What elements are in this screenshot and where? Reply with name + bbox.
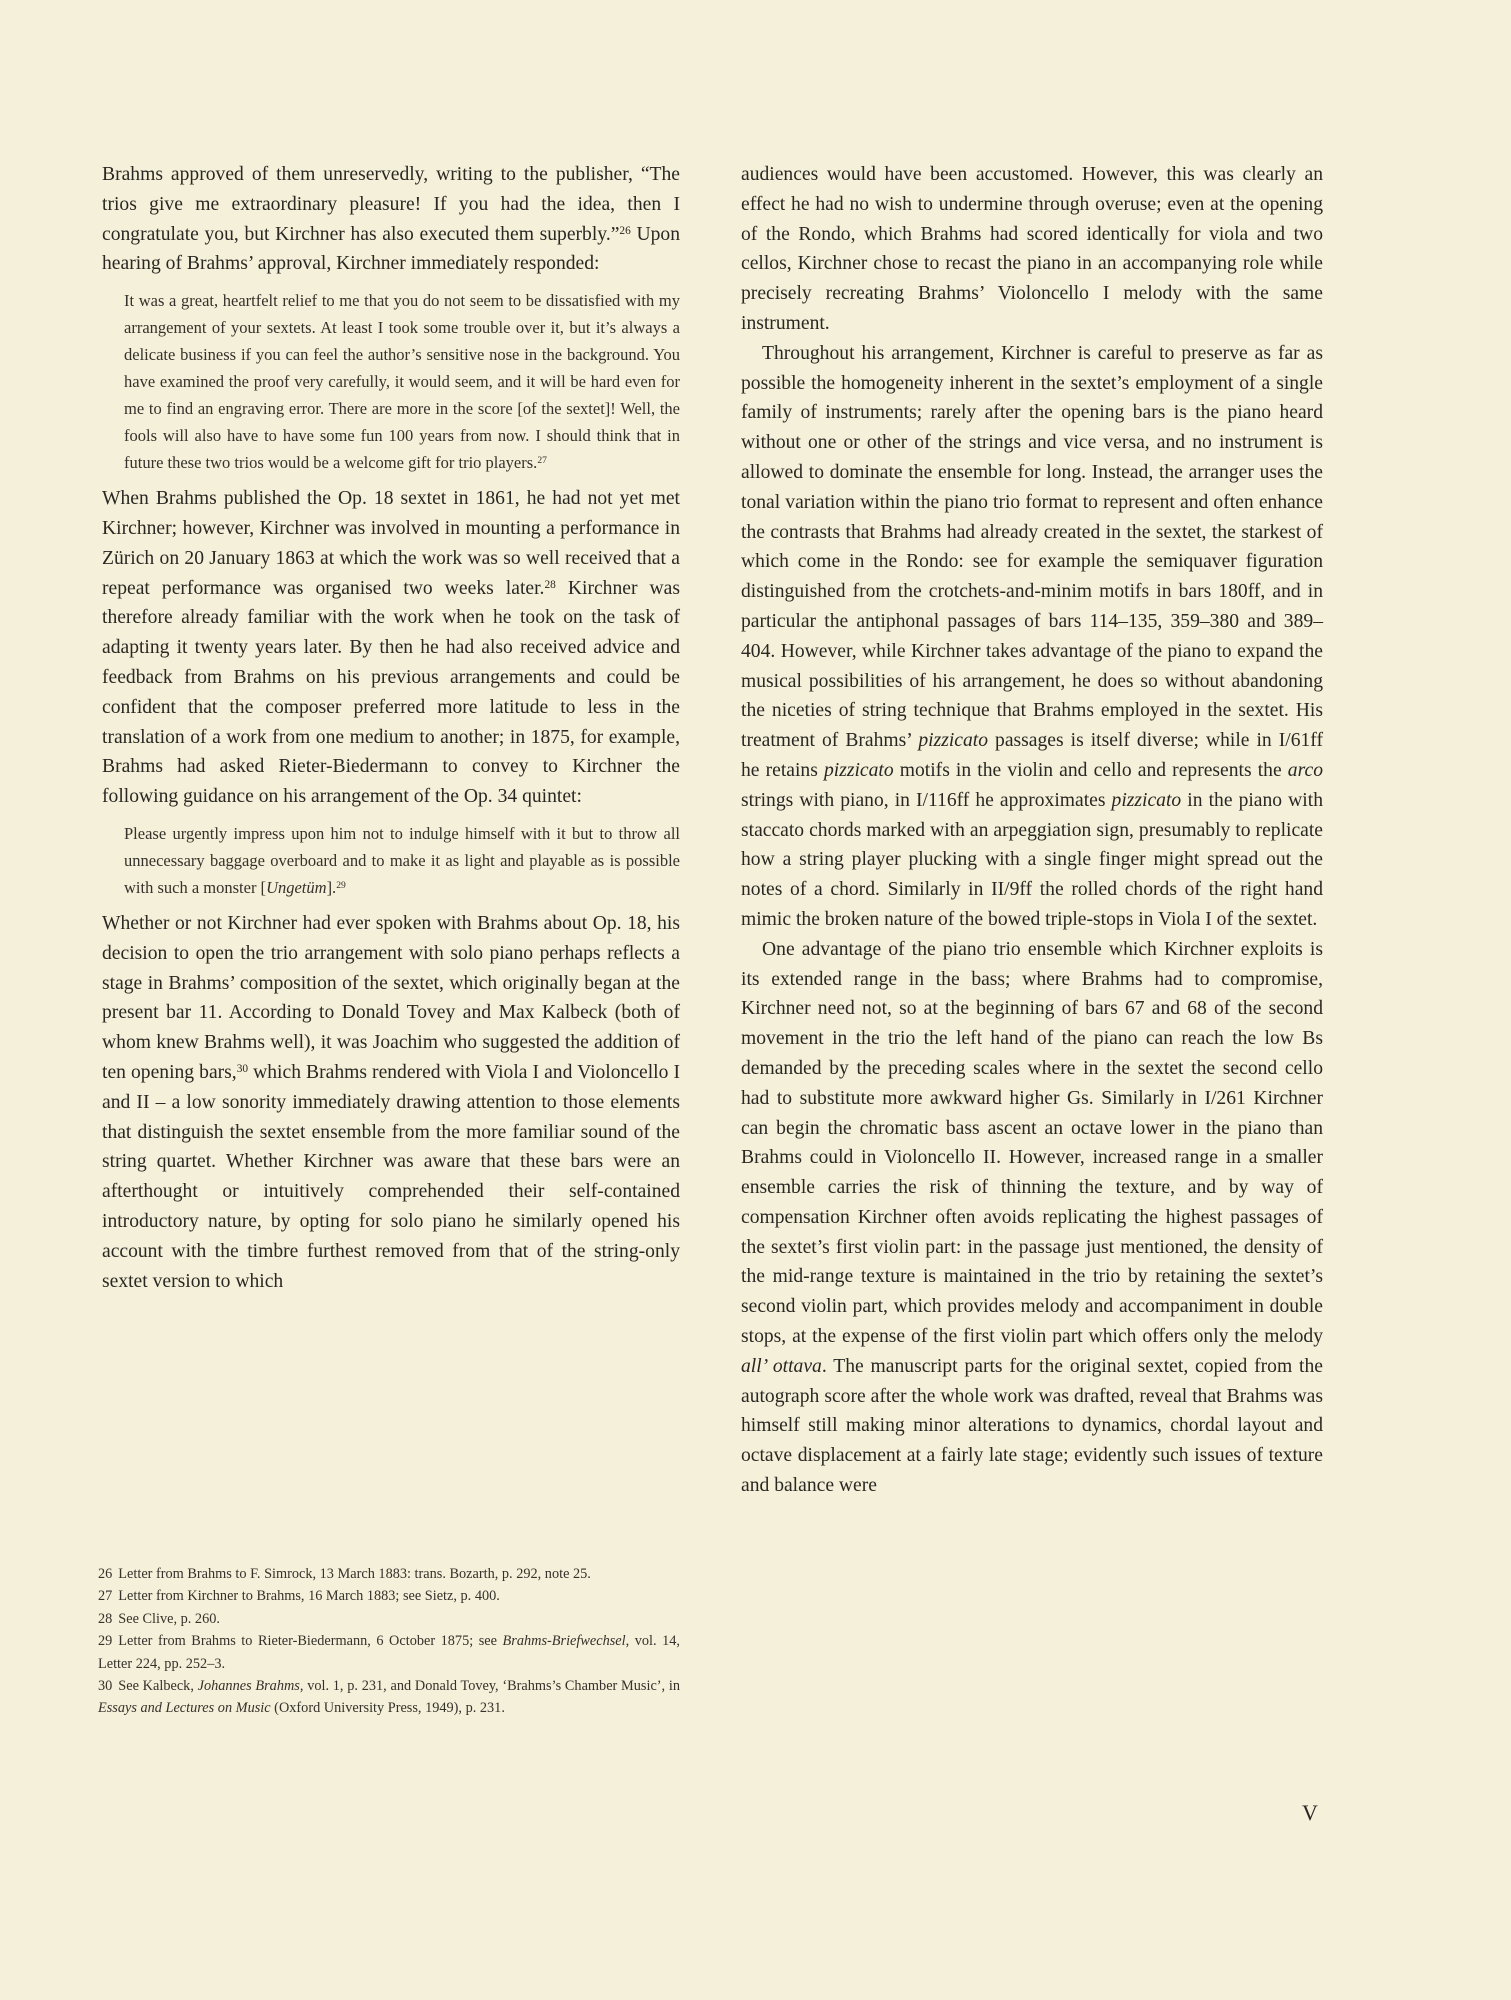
footnote: 28 See Clive, p. 260. bbox=[98, 1610, 220, 1627]
page-number: V bbox=[1302, 1800, 1318, 1825]
footnote: 29 Letter from Brahms to Rieter-Biedermann, 6 October 1875; see Brahms-Briefwechsel, vol. 14, Letter 224, pp. 252–3. bbox=[98, 1633, 680, 1672]
paragraph: audiences would have been accustomed. However, this was clearly an effect he had no wish to undermine through overuse; even at the opening of the Rondo, which Brahms had scored identically for viola and two cellos, Kirchner chose to recast the piano in an accompanying role while precisely recreating Brahms’ Violoncello I melody with the same instrument. bbox=[741, 164, 1323, 334]
footnote-ref[interactable]: 29 bbox=[336, 879, 346, 891]
footnote: 27 Letter from Kirchner to Brahms, 16 March 1883; see Sietz, p. 400. bbox=[98, 1588, 500, 1605]
footnote-ref[interactable]: 27 bbox=[537, 454, 547, 466]
paragraph: One advantage of the piano trio ensemble which Kirchner exploits is its extended range in the bass; where Brahms had to compromise, Kirchner need not, so at the beginning of bars 67 and 68 of the second movement in the trio the left hand of the piano can reach the low Bs demanded by the preceding scales where in the sextet the second cello had to substitute more awkward higher Gs. Similarly in I/261 Kirchner can begin the chromatic bass ascent an octave lower in the piano than Brahms could in Violoncello II. However, increased range in a smaller ensemble carries the risk of thinning the texture, and by way of compensation Kirchner often avoids replicating the highest passages of the sextet’s first violin part: in the passage just mentioned, the density of the mid-range texture is maintained in the trio by retaining the sextet’s second violin part, which provides melody and accompaniment in double stops, at the expense of the first violin part which offers only the melody all’ ottava. The manuscript parts for the original sextet, copied from the autograph score after the whole work was drafted, reveal that Brahms was himself still making minor alterations to dynamics, chordal layout and octave displacement at a fairly late stage; evidently such issues of texture and balance were bbox=[741, 938, 1323, 1497]
footnote: 26 Letter from Brahms to F. Simrock, 13 March 1883: trans. Bozarth, p. 292, note 25. bbox=[98, 1566, 591, 1582]
paragraph: When Brahms published the Op. 18 sextet in 1861, he had not yet met Kirchner; however, Kirchner was involved in mounting a performance in Zürich on 20 January 1863 at which the work was so well received that a repeat performance was organised two weeks later.$^{28}$ Kirchner was therefore already familiar with the work when he took on the task of adapting it twenty years later. By then he had also received advice and feedback from Brahms on his previous arrangements and could be confident that the composer preferred more latitude to less in the translation of a work from one medium to another; in 1875, for example, Brahms had asked Rieter-Biedermann to convey to Kirchner the following guidance on his arrangement of the Op. 34 quintet: bbox=[102, 488, 681, 808]
footnote-ref[interactable]: 30 bbox=[236, 1062, 249, 1075]
paragraph: Throughout his arrangement, Kirchner is careful to preserve as far as possible the homogeneity inherent in the sextet’s employment of a single family of instruments; rarely after the opening bars is the piano heard without one or other of the strings and vice versa, and no instrument is allowed to dominate the ensemble for long. Instead, the arranger uses the tonal variation within the piano trio format to represent and often enhance the contrasts that Brahms had already created in the sextet, the starkest of which come in the Rondo: see for example the semiquaver figuration distinguished from the crotchets-and-minim motifs in bars 180ff, and in particular the antiphonal passages of bars 114–135, 359–380 and 389–404. However, while Kirchner takes advantage of the piano to expand the musical possibilities of his arrangement, he does so without abandoning the niceties of string technique that Brahms employed in the sextet. His treatment of Brahms’ pizzicato passages is itself diverse; while in I/61ff he retains pizzicato motifs in the violin and cello and represents the arco strings with piano, in I/116ff he approximates pizzicato in the piano with staccato chords marked with an arpeggiation sign, presumably to replicate how a string player plucking with a single finger might spread out the notes of a chord. Similarly in II/9ff the rolled chords of the right hand mimic the broken nature of the bowed triple-stops in Viola I of the sextet. bbox=[741, 342, 1323, 930]
footnote-ref[interactable]: 26 bbox=[619, 224, 631, 237]
footnote: 30 See Kalbeck, Johannes Brahms, vol. 1, p. 231, and Donald Tovey, ‘Brahms’s Chamber Music’, in Essays and Lectures on Music (Oxford University Press, 1949), p. 231. bbox=[98, 1678, 680, 1717]
block-quote: It was a great, heartfelt relief to me that you do not seem to be dissatisfied with my arrangement of your sextets. At least I took some trouble over it, but it’s always a delicate business if you can feel the author’s sensitive nose in the background. You have examined the proof very carefully, it would seem, and it will be hard even for me to find an engraving error. There are more in the score [of the sextet]! Well, the fools will also have to have some fun 100 years from now. I should think that in future these two trios would be a welcome gift for trio players.$^{27}$ bbox=[124, 291, 680, 473]
footnotes bbox=[98, 1563, 680, 1720]
footnote-ref[interactable]: 28 bbox=[544, 578, 556, 591]
right-column bbox=[741, 160, 1323, 1501]
paragraph: Whether or not Kirchner had ever spoken with Brahms about Op. 18, his decision to open the trio arrangement with solo piano perhaps reflects a stage in Brahms’ composition of the sextet, which originally began at the present bar 11. According to Donald Tovey and Max Kalbeck (both of whom knew Brahms well), it was Joachim who suggested the addition of ten opening bars,$^{30}$ which Brahms rendered with Viola I and Violoncello I and II – a low sonority immediately drawing attention to those elements that distinguish the sextet ensemble from the more familiar sound of the string quartet. Whether Kirchner was aware that these bars were an afterthought or intuitively comprehended their self-contained introductory nature, by opting for solo piano he similarly opened his account with the timbre furthest removed from that of the string-only sextet version to which bbox=[102, 912, 680, 1292]
block-quote: Please urgently impress upon him not to indulge himself with it but to throw all unnecessary baggage overboard and to make it as light and playable as is possible with such a monster [Ungetüm].$^{29}$ bbox=[124, 823, 680, 897]
left-column bbox=[102, 160, 680, 1296]
paragraph: Brahms approved of them unreservedly, writing to the publisher, “The trios give me extraordinary pleasure! If you had the idea, then I congratulate you, but Kirchner has also executed them superbly.”$^{26}$ Upon hearing of Brahms’ approval, Kirchner immediately responded: bbox=[102, 164, 680, 275]
